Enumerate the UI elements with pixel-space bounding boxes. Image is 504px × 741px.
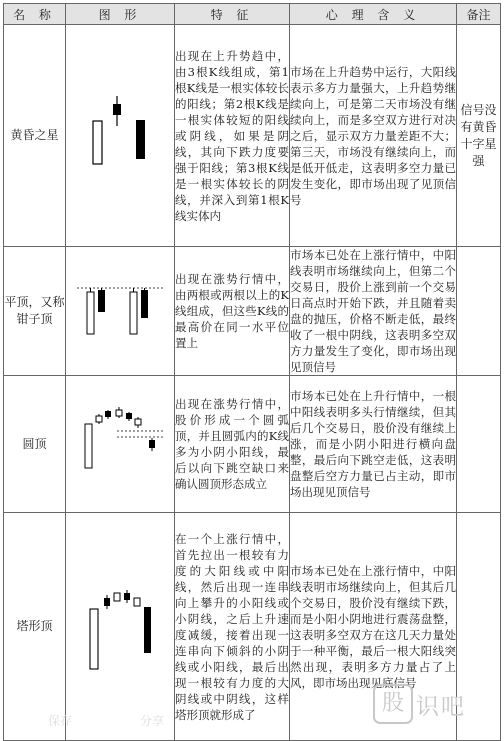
pattern-note: 信号没有黄昏十字星强 <box>457 25 501 247</box>
pattern-figure-round-top <box>66 376 175 513</box>
ghost-share-button[interactable]: 分享 <box>140 714 165 728</box>
round-top-diagram <box>75 404 165 484</box>
candle-bullish <box>130 292 137 334</box>
pattern-name: 平顶，又称钳子顶 <box>4 247 66 376</box>
pattern-name: 黄昏之星 <box>4 25 66 247</box>
watermark-text: 识吧 <box>416 694 466 720</box>
candle-small <box>105 411 111 417</box>
candle-small <box>126 413 132 419</box>
pattern-note <box>457 247 501 376</box>
pattern-meaning: 市场本已处在上升行情中，一根中阳线表明多头行情继续，但其后几个交易日，股价没有继续上涨，而是小阴小阳进行横向盘整，最后向下跳空走低，这表明盘整后空方力量已占主动，即市场出现见顶信号 <box>290 376 457 513</box>
table-row <box>4 247 501 376</box>
candle-bullish <box>87 292 94 334</box>
pattern-figure-tower-top <box>66 513 175 741</box>
candle-small <box>134 598 140 606</box>
table-row <box>4 25 501 247</box>
header-meaning: 心 理 含 义 <box>290 4 457 25</box>
candle-bearish-long <box>144 607 151 653</box>
pattern-feature: 出现在涨势行情中，由两根或两根以上的K线组成，但这些K线的最高价在同一水平位置上 <box>175 247 290 376</box>
pattern-meaning: 市场本已处在上涨行情中，中阳线表明市场继续向上，但第二个交易日，股价上涨到前一个交易日高点时开始下跌，并且随着卖盘的抛压，价格不断走低，最终收了一根中阴线，这表明多空双方力量发生了变化，即市场出现见顶信号 <box>290 248 456 374</box>
ghost-save-button[interactable]: 保存 <box>48 714 73 728</box>
candle-bearish <box>98 290 105 312</box>
pattern-figure-evening-star <box>66 25 175 247</box>
candle-star-body <box>113 104 121 115</box>
candle-small <box>114 593 120 601</box>
watermark-logo: 股 <box>373 684 413 724</box>
candle-bullish-long <box>93 121 102 164</box>
table-row <box>4 376 501 513</box>
pattern-name: 塔形顶 <box>4 513 66 741</box>
pattern-figure-flat-top <box>66 247 175 376</box>
header-name: 名 称 <box>4 4 66 25</box>
pattern-feature: 出现在涨势行情中，股价形成一个圆弧顶，并且圆弧内的K线多为小阴小阳线，最后以向下跳空缺口来确认圆顶形态成立 <box>175 376 290 513</box>
pattern-feature: 在一个上涨行情中，首先拉出一根较有力度的大阳线或中阳线，然后出现一连串向上攀升的小阳线或小阴线，之后上升速度减缓，接着出现一连串向下倾斜的小阴线或小阳线，最后出现一根较有力度的大阴线或中阴线，这样塔形顶就形成了 <box>175 513 290 741</box>
pattern-meaning: 市场本已处在上涨行情中，中阳线表明市场继续向上，但其后几个交易日，股价没有继续下跌，而是小阳小阴地进行震荡盘整，这表明多空双方在这几天力量处于一种平衡，最后一根大阳线突然出现，表明多方力量占了上风，即市场出现见底信号 <box>290 513 457 741</box>
header-note: 备注 <box>457 4 501 25</box>
candle-small <box>135 419 141 425</box>
candle-bullish-long <box>90 609 98 669</box>
candle-gap-down <box>149 440 155 448</box>
candle-bearish-long <box>136 120 145 159</box>
header-feature: 特 征 <box>175 4 290 25</box>
pattern-note <box>457 376 501 513</box>
evening-star-diagram <box>80 86 160 186</box>
pattern-feature: 出现在上升势趋中，由3根K线组成，第1根K线是一根实体较长的阳线；第2根K线是一根实体较短的阳线或阴线，如果是阴线，其向下跌力度要强于阳线；第3根K线是一根实体较长的阴线，并深入到第1根K线实体内 <box>175 25 290 247</box>
header-figure: 图 形 <box>66 4 175 25</box>
candle-bullish <box>85 424 92 468</box>
pattern-meaning: 市场在上升趋势中运行，大阳线表示多方力量强大，上升趋势继续向上，可是第二天市场没有继续向上，而是多空双方进行对决之后，显示双方力量差距不大；第三天，市场没有继续向上，而是低开低走，这表明多空力量已发生变化，即市场出现了见顶信号 <box>290 25 457 247</box>
candle-small <box>124 593 130 600</box>
candle-small <box>104 598 110 606</box>
candle-small <box>96 416 102 422</box>
pattern-name: 圆顶 <box>4 376 66 513</box>
table-header-row <box>4 4 501 25</box>
tower-top-diagram <box>80 577 160 677</box>
flat-top-diagram <box>75 276 165 346</box>
candle-bearish <box>141 290 148 318</box>
candlestick-pattern-table <box>3 3 501 741</box>
candle-small <box>116 410 122 416</box>
